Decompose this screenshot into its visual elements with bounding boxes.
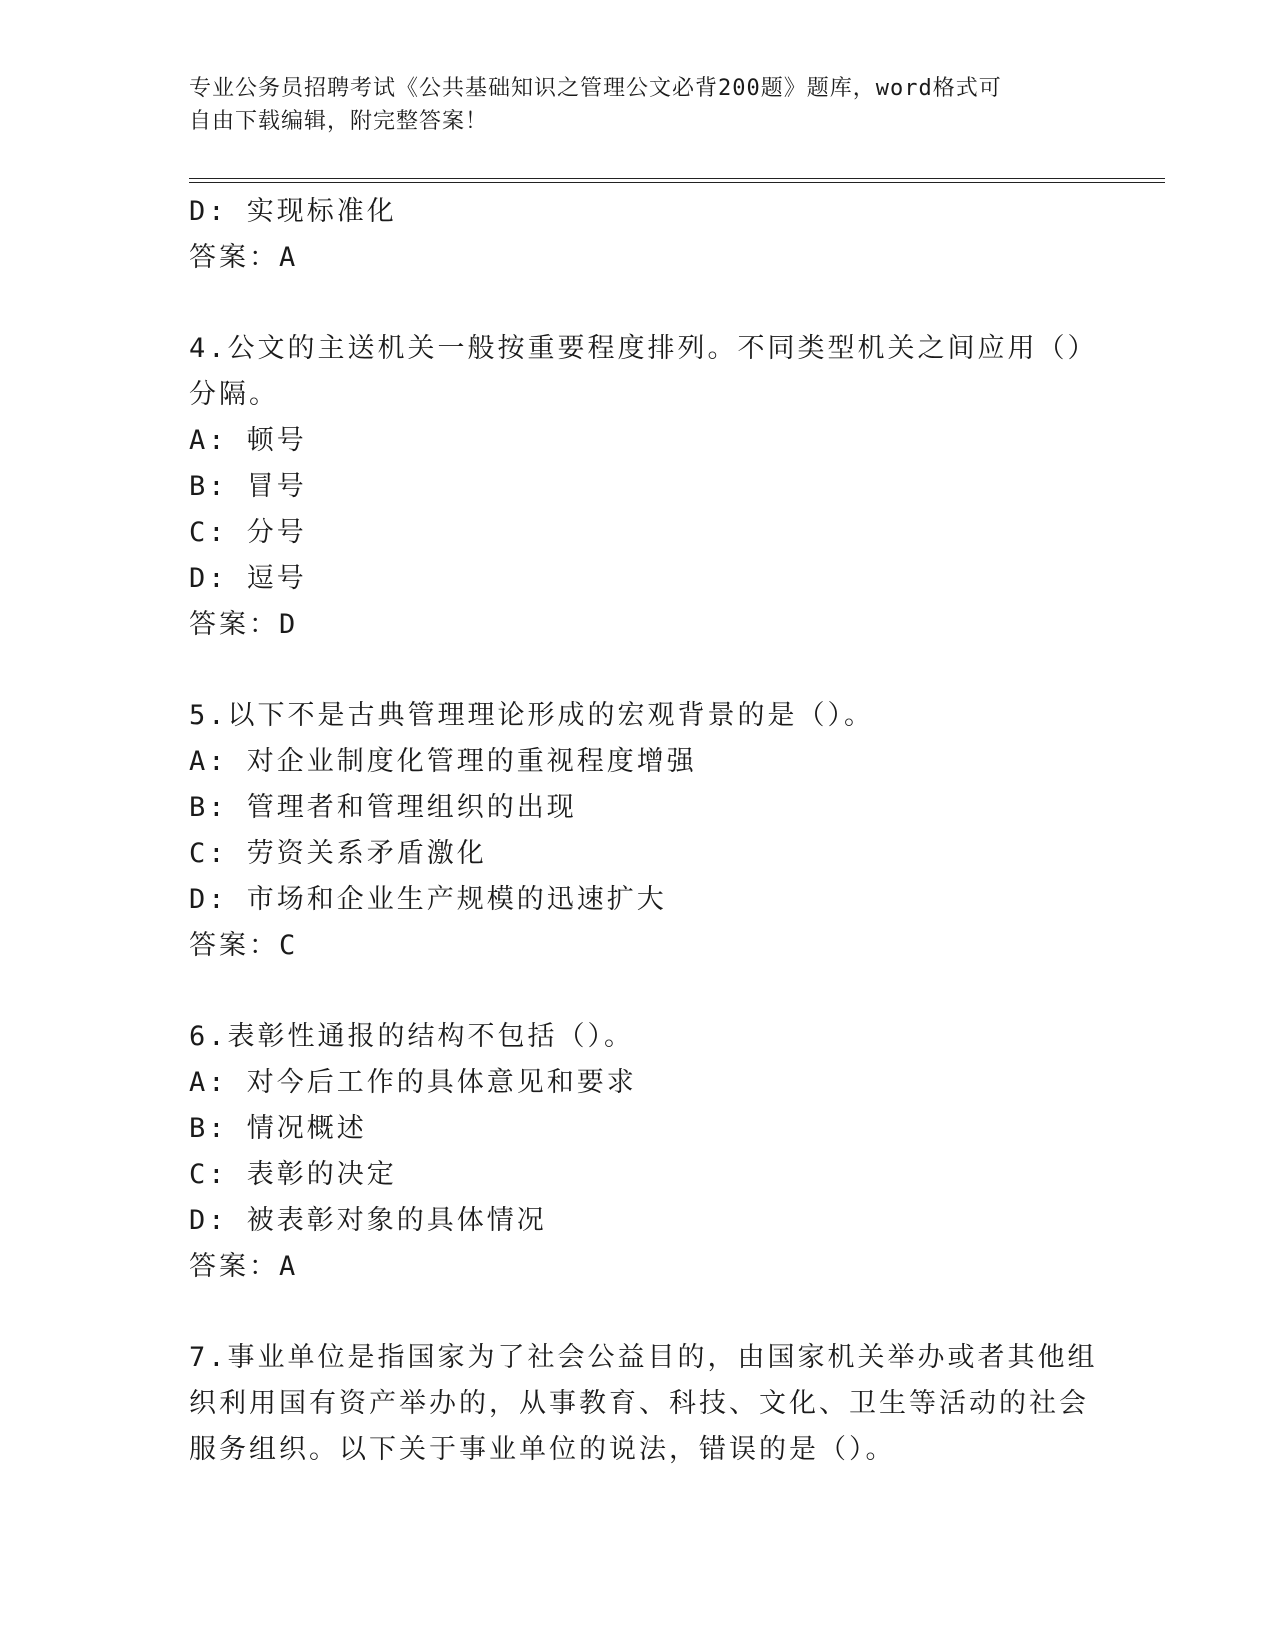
option-a: A: 对今后工作的具体意见和要求 <box>189 1067 637 1098</box>
option-c: C: 分号 <box>189 517 307 548</box>
question-stem: 织利用国有资产举办的，从事教育、科技、文化、卫生等活动的社会 <box>189 1388 1089 1419</box>
header-line-1: 专业公务员招聘考试《公共基础知识之管理公文必背200题》题库，word格式可 <box>189 76 1002 101</box>
option-b: B: 冒号 <box>189 471 307 502</box>
question-content <box>189 189 1098 1473</box>
question-stem: 6.表彰性通报的结构不包括（）。 <box>189 1021 635 1052</box>
question-stem: 4.公文的主送机关一般按重要程度排列。不同类型机关之间应用（） <box>189 333 1098 364</box>
question-stem: 7.事业单位是指国家为了社会公益目的，由国家机关举办或者其他组 <box>189 1342 1098 1373</box>
option-d: D: 实现标准化 <box>189 196 397 227</box>
option-b: B: 管理者和管理组织的出现 <box>189 792 577 823</box>
option-c: C: 表彰的决定 <box>189 1159 397 1190</box>
option-d: D: 被表彰对象的具体情况 <box>189 1205 547 1236</box>
option-c: C: 劳资关系矛盾激化 <box>189 838 487 869</box>
option-d: D: 市场和企业生产规模的迅速扩大 <box>189 884 667 915</box>
option-d: D: 逗号 <box>189 563 307 594</box>
option-a: A: 对企业制度化管理的重视程度增强 <box>189 746 697 777</box>
answer: 答案：C <box>189 930 299 961</box>
option-b: B: 情况概述 <box>189 1113 367 1144</box>
question-stem: 分隔。 <box>189 379 279 410</box>
question-stem: 服务组织。以下关于事业单位的说法，错误的是（）。 <box>189 1434 896 1465</box>
answer: 答案：D <box>189 609 299 640</box>
answer: 答案：A <box>189 242 299 273</box>
header-line-2: 自由下载编辑，附完整答案！ <box>189 109 489 134</box>
question-stem: 5.以下不是古典管理理论形成的宏观背景的是（）。 <box>189 700 875 731</box>
option-a: A: 顿号 <box>189 425 307 456</box>
answer: 答案：A <box>189 1251 299 1282</box>
page-header <box>189 72 1089 138</box>
header-divider <box>189 178 1165 183</box>
